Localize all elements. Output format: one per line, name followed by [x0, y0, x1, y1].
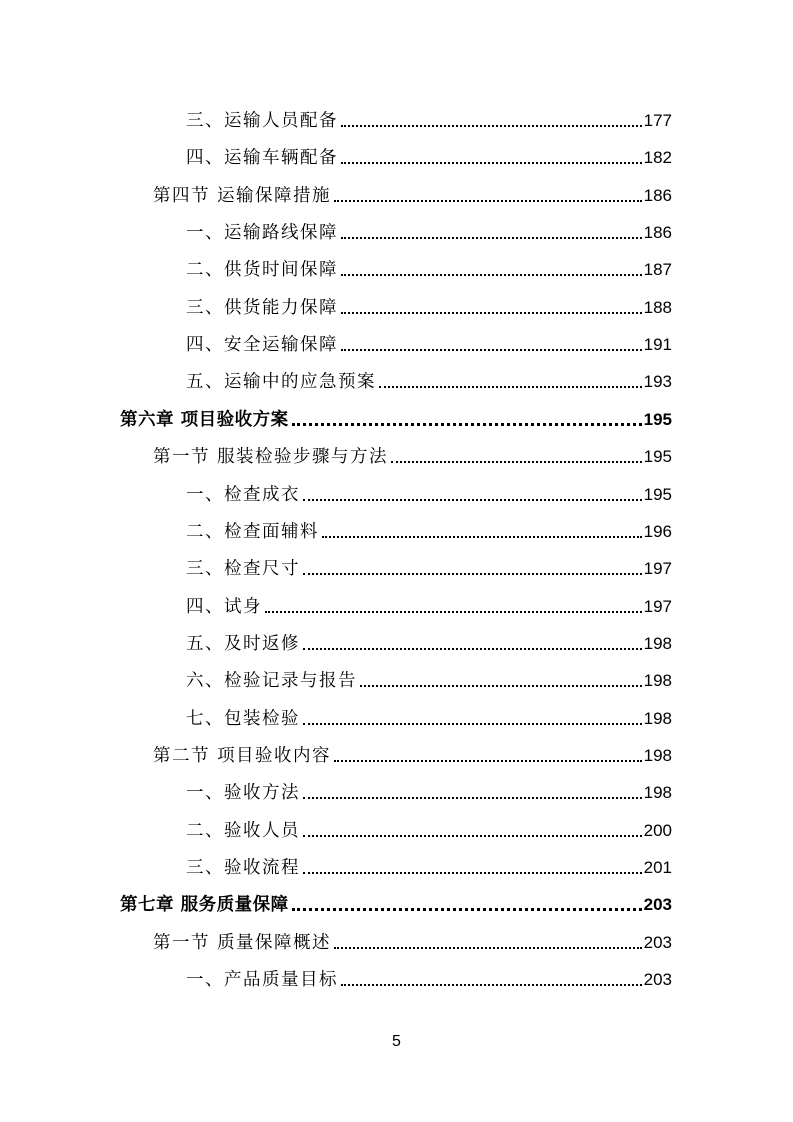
- dot-leader: [292, 423, 642, 426]
- toc-entry-page-number: 203: [643, 895, 672, 915]
- toc-entry-page-number: 201: [643, 858, 672, 877]
- toc-entry-title: 第一节 服装检验步骤与方法: [153, 447, 389, 468]
- toc-entry-section[interactable]: [153, 740, 672, 768]
- dot-leader: [334, 200, 642, 202]
- toc-entry-title: 五、及时返修: [186, 633, 300, 654]
- dot-leader: [322, 536, 642, 538]
- toc-entry-page-number: 195: [643, 409, 672, 429]
- toc-entry-item[interactable]: [186, 366, 672, 394]
- toc-entry-page-number: 186: [643, 185, 672, 205]
- toc-entry-item[interactable]: [186, 292, 672, 320]
- dot-leader: [303, 797, 642, 799]
- toc-entry-item[interactable]: [186, 964, 672, 992]
- toc-entry-chapter[interactable]: [120, 404, 672, 432]
- toc-entry-page-number: 197: [643, 596, 672, 616]
- toc-entry-title: 三、运输人员配备: [186, 111, 338, 131]
- dot-leader: [341, 274, 642, 276]
- dot-leader: [303, 499, 642, 501]
- toc-entry-page-number: 187: [643, 260, 672, 280]
- toc-entry-item[interactable]: [186, 553, 672, 581]
- dot-leader: [341, 349, 642, 351]
- dot-leader: [341, 125, 642, 127]
- toc-entry-page-number: 198: [643, 671, 672, 691]
- toc-entry-item[interactable]: [186, 815, 672, 843]
- toc-entry-item[interactable]: [186, 703, 672, 731]
- toc-entry-page-number: 195: [643, 447, 672, 467]
- toc-entry-item[interactable]: [186, 329, 672, 357]
- toc-entry-title: 六、检验记录与报告: [186, 671, 357, 692]
- dot-leader: [334, 760, 642, 762]
- toc-entry-page-number: 182: [643, 148, 672, 168]
- toc-entry-title: 一、检查成衣: [186, 484, 300, 505]
- toc-entry-page-number: 188: [643, 297, 672, 317]
- toc-entry-item[interactable]: [186, 628, 672, 656]
- toc-entry-item[interactable]: [186, 479, 672, 507]
- toc-entry-title: 第二节 项目验收内容: [153, 745, 332, 766]
- dot-leader: [341, 162, 642, 164]
- toc-entry-title: 二、检查面辅料: [186, 521, 319, 542]
- toc-entry-title: 四、运输车辆配备: [186, 148, 338, 169]
- toc-entry-item[interactable]: [186, 516, 672, 544]
- dot-leader: [292, 908, 642, 911]
- dot-leader: [303, 835, 642, 837]
- toc-entry-item[interactable]: [186, 777, 672, 805]
- toc-entry-item[interactable]: [186, 665, 672, 693]
- toc-entry-title: 三、验收流程: [186, 858, 300, 878]
- dot-leader: [265, 611, 642, 613]
- toc-entry-item[interactable]: [186, 591, 672, 619]
- toc-entry-title: 一、运输路线保障: [186, 223, 338, 244]
- toc-entry-page-number: 198: [643, 745, 672, 765]
- dot-leader: [303, 573, 642, 575]
- toc-entry-section[interactable]: [153, 927, 672, 955]
- toc-entry-title: 第一节 质量保障概述: [153, 932, 332, 953]
- toc-entry-title: 一、产品质量目标: [186, 970, 338, 991]
- toc-entry-page-number: 193: [643, 372, 672, 392]
- toc-entry-page-number: 186: [643, 223, 672, 243]
- toc-entry-page-number: 195: [643, 484, 672, 504]
- dot-leader: [334, 947, 642, 949]
- toc-entry-page-number: 200: [643, 820, 672, 840]
- dot-leader: [341, 312, 642, 314]
- page-number: 5: [392, 1033, 401, 1050]
- toc-entry-page-number: 198: [643, 708, 672, 728]
- toc-entry-page-number: 191: [643, 335, 672, 355]
- toc-entry-page-number: 203: [643, 932, 672, 952]
- toc-entry-title: 四、安全运输保障: [186, 335, 338, 356]
- toc-entry-section[interactable]: [153, 441, 672, 469]
- toc-entry-title: 第七章 服务质量保障: [120, 895, 289, 916]
- toc-entry-item[interactable]: [186, 217, 672, 245]
- toc-entry-item[interactable]: [186, 852, 672, 880]
- dot-leader: [341, 984, 642, 986]
- toc-entry-item[interactable]: [186, 105, 672, 133]
- toc-entry-page-number: 203: [643, 970, 672, 990]
- dot-leader: [303, 648, 642, 650]
- toc-entry-title: 五、运输中的应急预案: [186, 372, 376, 393]
- toc-entry-page-number: 198: [643, 633, 672, 653]
- toc-entry-title: 三、供货能力保障: [186, 297, 338, 318]
- toc-entry-title: 第四节 运输保障措施: [153, 185, 332, 206]
- toc-entry-title: 第六章 项目验收方案: [120, 409, 289, 430]
- toc-entry-section[interactable]: [153, 180, 672, 208]
- dot-leader: [341, 237, 642, 239]
- dot-leader: [379, 386, 642, 388]
- dot-leader: [303, 723, 642, 725]
- toc-entry-chapter[interactable]: [120, 889, 672, 917]
- toc-entry-title: 七、包装检验: [186, 708, 300, 729]
- toc-entry-page-number: 197: [643, 559, 672, 579]
- toc-entry-page-number: 196: [643, 521, 672, 541]
- dot-leader: [360, 685, 642, 687]
- toc-entry-page-number: 177: [643, 111, 672, 130]
- dot-leader: [303, 872, 642, 874]
- dot-leader: [391, 461, 642, 463]
- toc-entry-title: 二、验收人员: [186, 820, 300, 841]
- toc-entry-page-number: 198: [643, 783, 672, 803]
- toc-entry-title: 四、试身: [186, 596, 262, 617]
- toc-entry-title: 二、供货时间保障: [186, 260, 338, 281]
- toc-entry-title: 三、检查尺寸: [186, 559, 300, 580]
- toc-entry-title: 一、验收方法: [186, 783, 300, 804]
- toc-entry-item[interactable]: [186, 254, 672, 282]
- toc-entry-item[interactable]: [186, 142, 672, 170]
